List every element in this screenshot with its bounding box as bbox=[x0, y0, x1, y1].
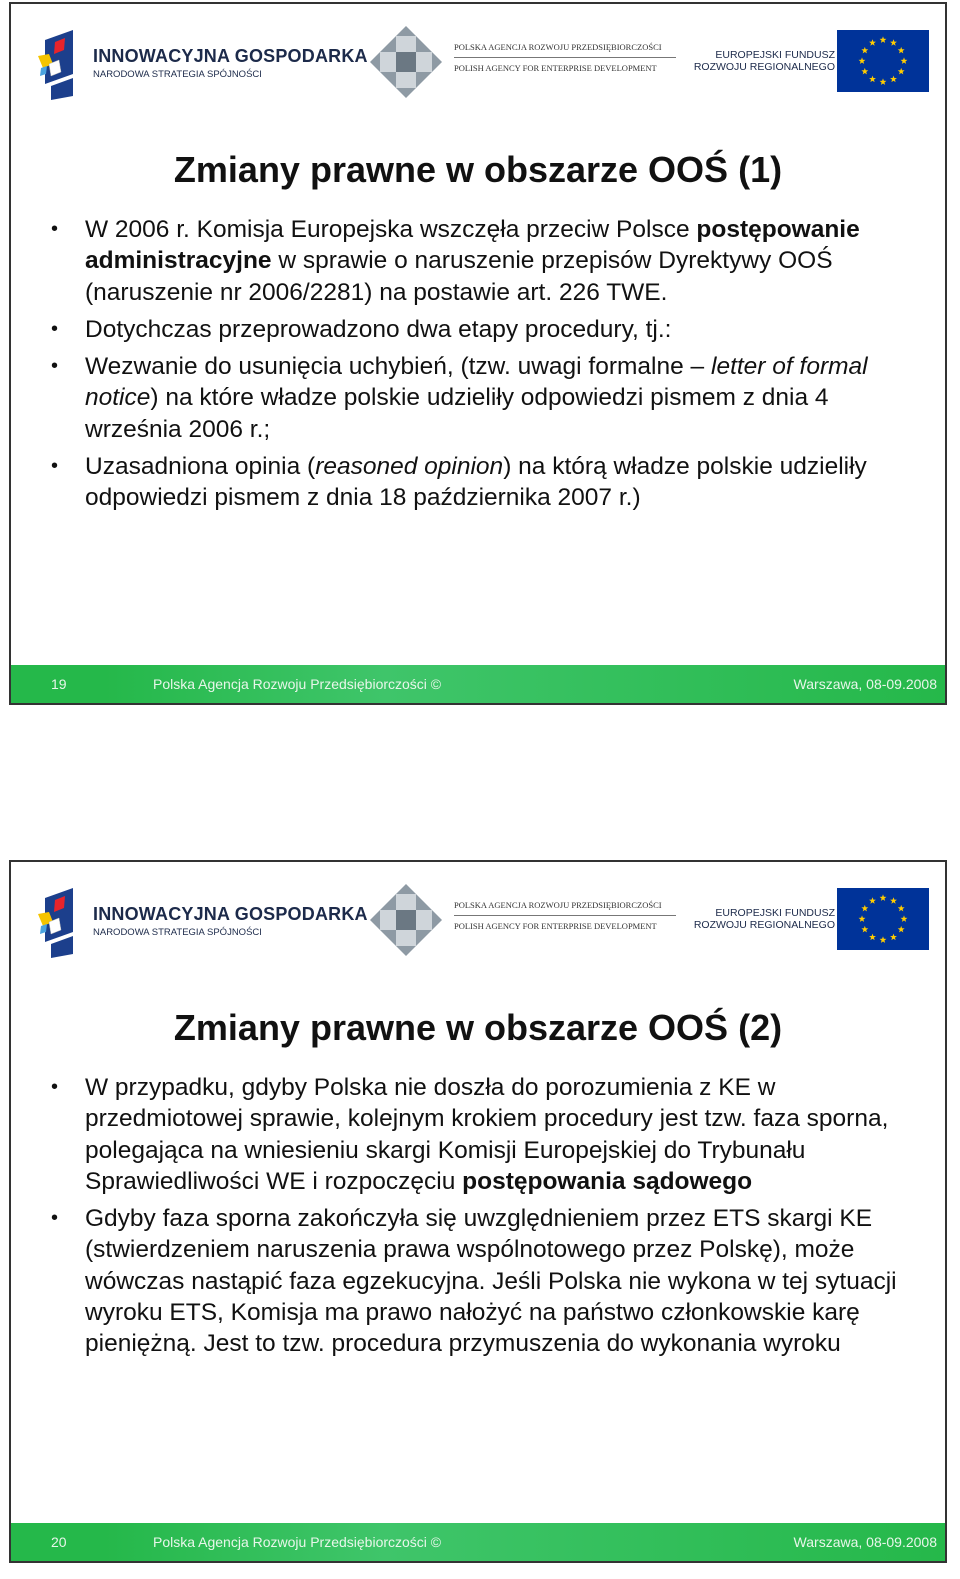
page-number: 19 bbox=[51, 676, 67, 692]
eu-star-icon bbox=[880, 894, 887, 901]
eu-star-icon bbox=[861, 905, 868, 912]
ig-flag-icon bbox=[33, 22, 88, 102]
eu-star-icon bbox=[898, 926, 905, 933]
eu-star-icon bbox=[890, 934, 897, 941]
bullet-text: letter of formal notice bbox=[85, 353, 868, 412]
eu-fund-line1: EUROPEJSKI FUNDUSZ bbox=[715, 907, 835, 919]
bullet-list bbox=[51, 214, 931, 520]
footer-organization: Polska Agencja Rozwoju Przedsiębiorczości © bbox=[153, 1534, 442, 1550]
eu-fund-line1: EUROPEJSKI FUNDUSZ bbox=[715, 49, 835, 61]
slide-footer bbox=[11, 1523, 945, 1561]
eu-fund-logo bbox=[689, 882, 929, 952]
eu-star-icon bbox=[869, 934, 876, 941]
bullet-list bbox=[51, 1072, 931, 1366]
footer-date: Warszawa, 08-09.2008 bbox=[793, 676, 937, 692]
parp-emblem-icon bbox=[366, 880, 446, 960]
logo-header bbox=[11, 862, 945, 972]
bullet-item bbox=[51, 214, 931, 308]
slide-title: Zmiany prawne w obszarze OOŚ (1) bbox=[173, 149, 783, 190]
bullet-text: postępowanie administracyjne bbox=[85, 216, 860, 275]
eu-fund-logo bbox=[689, 24, 929, 94]
bullet-item bbox=[51, 351, 931, 445]
bullet-text: ) na które władze polskie udzieliły odpowiedzi pismem z dnia 4 września 2006 r.; bbox=[85, 384, 829, 443]
footer-organization: Polska Agencja Rozwoju Przedsiębiorczości © bbox=[153, 676, 442, 692]
ig-title: INNOWACYJNA GOSPODARKA bbox=[93, 904, 368, 924]
ig-flag-icon bbox=[33, 880, 88, 960]
bullet-text: Uzasadniona opinia ( bbox=[85, 453, 316, 481]
parp-name-pl: POLSKA AGENCJA ROZWOJU PRZEDSIĘBIORCZOŚCI bbox=[454, 42, 662, 52]
eu-star-icon bbox=[880, 36, 887, 43]
bullet-text: reasoned opinion bbox=[315, 453, 504, 481]
parp-name-en: POLISH AGENCY FOR ENTERPRISE DEVELOPMENT bbox=[454, 63, 657, 73]
parp-name-pl: POLSKA AGENCJA ROZWOJU PRZEDSIĘBIORCZOŚCI bbox=[454, 900, 662, 910]
eu-star-icon bbox=[869, 897, 876, 904]
eu-flag-icon bbox=[837, 30, 929, 92]
logo-header bbox=[11, 4, 945, 114]
eu-star-icon bbox=[901, 915, 908, 922]
eu-star-icon bbox=[890, 76, 897, 83]
eu-star-icon bbox=[861, 47, 868, 54]
ig-title: INNOWACYJNA GOSPODARKA bbox=[93, 46, 368, 66]
parp-name-en: POLISH AGENCY FOR ENTERPRISE DEVELOPMENT bbox=[454, 921, 657, 931]
slide-19 bbox=[9, 2, 947, 705]
innowacyjna-gospodarka-logo bbox=[33, 22, 368, 102]
bullet-text: postępowania sądowego bbox=[462, 1167, 753, 1195]
eu-flag-icon bbox=[837, 888, 929, 950]
bullet-text: Gdyby faza sporna zakończyła się uwzględnieniem przez ETS skargi KE (stwierdzeniem naruszenia prawa wspólnotowego przez Polskę), może wówczas nastąpić faza egzekucyjna. Jeśli Polska nie wykona w tej sytuacji wyroku ETS, Komisja ma prawo nałożyć na państwo członkowskie karę pieniężną. Jest to tzw. procedura przymuszenia do wykonania wyroku bbox=[85, 1205, 897, 1358]
eu-star-icon bbox=[861, 68, 868, 75]
eu-star-icon bbox=[898, 47, 905, 54]
parp-emblem-icon bbox=[366, 22, 446, 102]
eu-star-icon bbox=[859, 915, 866, 922]
ig-subtitle: NARODOWA STRATEGIA SPÓJNOŚCI bbox=[93, 927, 262, 938]
slide-20 bbox=[9, 860, 947, 1563]
eu-star-icon bbox=[898, 905, 905, 912]
slide-footer bbox=[11, 665, 945, 703]
eu-star-icon bbox=[901, 57, 908, 64]
eu-star-icon bbox=[890, 39, 897, 46]
bullet-text: ) na którą władze polskie udzieliły odpowiedzi pismem z dnia 18 października 2007 r.) bbox=[85, 453, 867, 512]
innowacyjna-gospodarka-logo bbox=[33, 880, 368, 960]
eu-star-icon bbox=[861, 926, 868, 933]
parp-logo bbox=[366, 880, 686, 960]
eu-star-icon bbox=[898, 68, 905, 75]
eu-star-icon bbox=[890, 897, 897, 904]
parp-divider bbox=[454, 915, 676, 916]
bullet-text: w sprawie o naruszenie przepisów Dyrektywy OOŚ (naruszenie nr 2006/2281) na postawie art. 226 TWE. bbox=[85, 247, 833, 306]
bullet-text: W 2006 r. Komisja Europejska wszczęła przeciw Polsce bbox=[85, 216, 697, 243]
bullet-item bbox=[51, 1072, 931, 1197]
eu-star-icon bbox=[880, 936, 887, 943]
parp-logo bbox=[366, 22, 686, 102]
eu-star-icon bbox=[869, 76, 876, 83]
bullet-text: Wezwanie do usunięcia uchybień, (tzw. uwagi formalne – bbox=[85, 353, 711, 381]
parp-divider bbox=[454, 57, 676, 58]
eu-star-icon bbox=[869, 39, 876, 46]
page-number: 20 bbox=[51, 1534, 67, 1550]
bullet-text: Dotychczas przeprowadzono dwa etapy procedury, tj.: bbox=[85, 315, 672, 343]
bullet-item bbox=[51, 1203, 931, 1359]
ig-subtitle: NARODOWA STRATEGIA SPÓJNOŚCI bbox=[93, 69, 262, 80]
bullet-item bbox=[51, 451, 931, 514]
eu-fund-line2: ROZWOJU REGIONALNEGO bbox=[693, 919, 835, 931]
eu-star-icon bbox=[880, 78, 887, 85]
bullet-text: W przypadku, gdyby Polska nie doszła do porozumienia z KE w przedmiotowej sprawie, kolejnym krokiem procedury jest tzw. faza sporna, polegająca na wniesieniu skargi Komisji Europejskiej do Trybunału Sprawiedliwości WE i rozpoczęciu bbox=[85, 1074, 889, 1195]
footer-date: Warszawa, 08-09.2008 bbox=[793, 1534, 937, 1550]
bullet-item bbox=[51, 314, 931, 345]
eu-fund-line2: ROZWOJU REGIONALNEGO bbox=[693, 61, 835, 73]
slide-title: Zmiany prawne w obszarze OOŚ (2) bbox=[173, 1007, 783, 1048]
eu-star-icon bbox=[859, 57, 866, 64]
